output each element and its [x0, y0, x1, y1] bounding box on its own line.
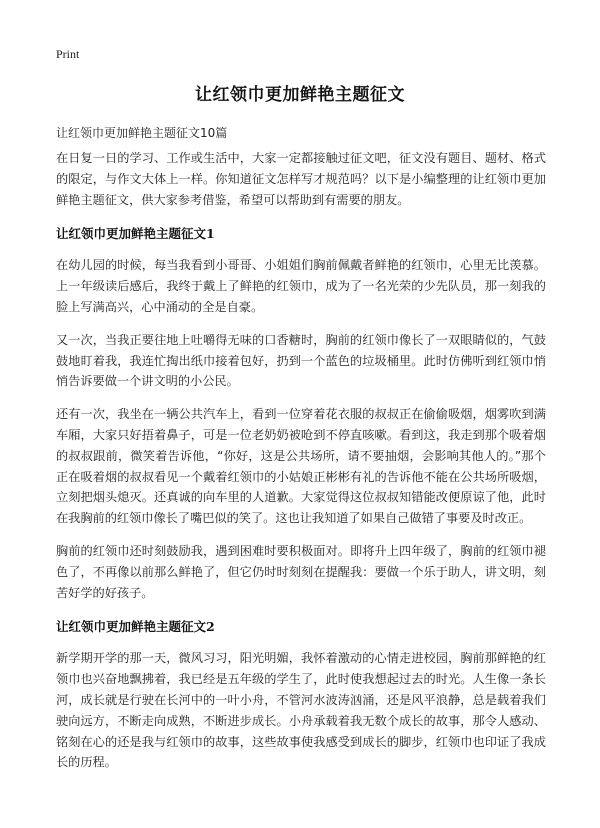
document-subtitle: 让红领巾更加鲜艳主题征文10篇 — [56, 126, 228, 140]
section-1-paragraph-3: 还有一次，我坐在一辆公共汽车上，看到一位穿着花衣服的叔叔正在偷偷吸烟，烟雾吹到满车厢，大家只好捂着鼻子，可是一位老奶奶被呛到不停直咳嗽。看到这，我走到那个吸着烟的叔叔跟前，微笑着告诉他，“你好，这是公共场所，请不要抽烟，会影响其他人的。”那个正在吸着烟的叔叔看见一个戴着红领巾的小姑娘正彬彬有礼的告诉他不能在公共场所吸烟，立刻把烟头熄灭。还真诚的向车里的人道歉。大家觉得这位叔叔知错能改便原谅了他，此时在我胸前的红领巾像长了嘴巴似的笑了。这也让我知道了如果自己做错了事要及时改正。 — [56, 407, 546, 526]
section-heading-1: 让红领巾更加鲜艳主题征文1 — [56, 226, 215, 242]
section-2-paragraph-1: 新学期开学的那一天，微风习习，阳光明媚，我怀着激动的心情走进校园，胸前那鲜艳的红领巾也兴奋地飘拂着，我已经是五年级的学生了，此时使我想起过去的时光。人生像一条长河，成长就是行驶在长河中的一叶小舟，不管河水波涛汹涌，还是风平浪静，总是载着我们驶向远方，不断走向成熟，不断进步成长。小舟承载着我无数个成长的故事，那令人感动、铭刻在心的还是我与红领巾的故事，这些故事使我感受到成长的脚步，红领巾也印证了我成长的历程。 — [56, 651, 546, 770]
section-1-paragraph-4: 胸前的红领巾还时刻鼓励我，遇到困难时要积极面对。即将升上四年级了，胸前的红领巾褪色了，不再像以前那么鲜艳了，但它仍时时刻刻在提醒我：要做一个乐于助人，讲文明，刻苦好学的好孩子。 — [56, 543, 546, 600]
section-1-paragraph-1: 在幼儿园的时候，每当我看到小哥哥、小姐姐们胸前佩戴者鲜艳的红领巾，心里无比羡慕。上一年级读后感后，我终于戴上了鲜艳的红领巾，成为了一名光荣的少先队员，那一刻我的脸上写满高兴，心中涌动的全是自豪。 — [56, 258, 546, 314]
document-title: 让红领巾更加鲜艳主题征文 — [195, 85, 405, 105]
section-1-paragraph-2: 又一次，当我正要往地上吐嚼得无味的口香糖时，胸前的红领巾像长了一双眼睛似的，气鼓鼓地盯着我，我连忙掏出纸巾接着包好，扔到一个蓝色的垃圾桶里。此时仿佛听到红领巾悄悄告诉要做一个讲文明的小公民。 — [56, 332, 546, 389]
section-heading-2: 让红领巾更加鲜艳主题征文2 — [56, 619, 215, 635]
document-body — [56, 148, 546, 785]
print-link[interactable]: Print — [56, 47, 80, 61]
intro-paragraph: 在日复一日的学习、工作或生活中，大家一定都接触过征文吧，征文没有题目、题材、格式的限定，与作文大体上一样。你知道征文怎样写才规范吗？以下是小编整理的让红领巾更加鲜艳主题征文，供大家参考借鉴，希望可以帮助到有需要的朋友。 — [56, 151, 546, 207]
